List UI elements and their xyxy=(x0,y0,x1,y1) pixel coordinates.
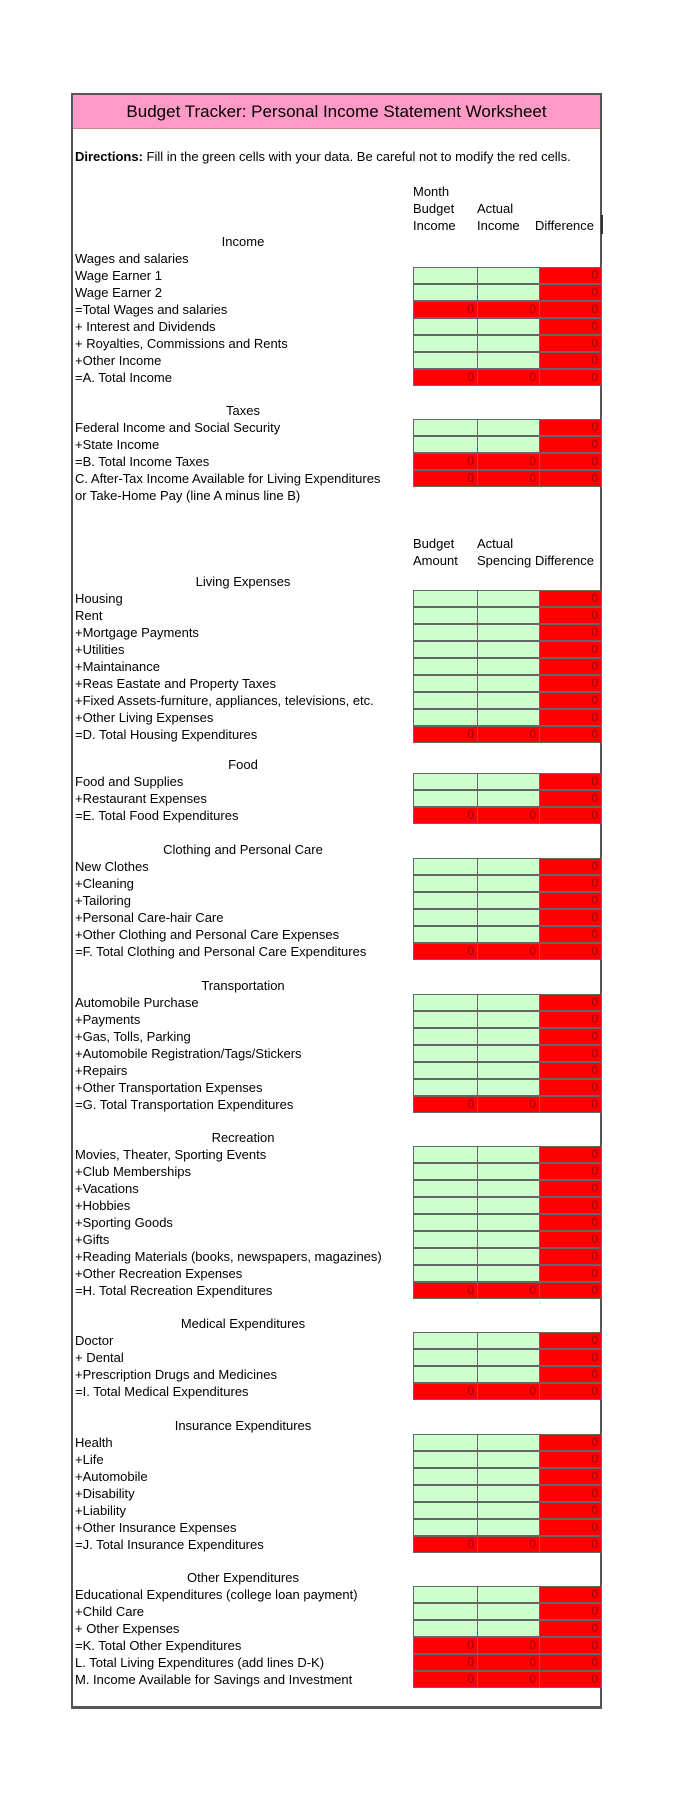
budget-input-cell[interactable] xyxy=(413,1180,478,1197)
total-cell: 0 xyxy=(477,1536,540,1553)
actual-input-cell[interactable] xyxy=(477,1214,540,1231)
actual-input-cell[interactable] xyxy=(477,1485,540,1502)
col-budget-header-line3: Income xyxy=(413,218,456,233)
actual-input-cell[interactable] xyxy=(477,284,540,301)
section-title: Food xyxy=(228,757,258,772)
difference-cell: 0 xyxy=(539,994,602,1011)
actual-input-cell[interactable] xyxy=(477,858,540,875)
row-label: =H. Total Recreation Expenditures xyxy=(75,1283,273,1298)
difference-cell: 0 xyxy=(539,1434,602,1451)
budget-input-cell[interactable] xyxy=(413,926,478,943)
budget-input-cell[interactable] xyxy=(413,1265,478,1282)
actual-input-cell[interactable] xyxy=(477,1062,540,1079)
actual-input-cell[interactable] xyxy=(477,267,540,284)
difference-cell: 0 xyxy=(539,1603,602,1620)
actual-input-cell[interactable] xyxy=(477,624,540,641)
row-label: + Interest and Dividends xyxy=(75,319,216,334)
difference-cell: 0 xyxy=(539,1214,602,1231)
row-label: +Sporting Goods xyxy=(75,1215,173,1230)
row-label: Automobile Purchase xyxy=(75,995,199,1010)
row-label: =J. Total Insurance Expenditures xyxy=(75,1537,264,1552)
actual-input-cell[interactable] xyxy=(477,1349,540,1366)
difference-cell: 0 xyxy=(539,1265,602,1282)
budget-input-cell[interactable] xyxy=(413,419,478,436)
total-cell: 0 xyxy=(413,301,478,318)
actual-input-cell[interactable] xyxy=(477,1332,540,1349)
header-divider xyxy=(601,215,603,234)
actual-input-cell[interactable] xyxy=(477,1248,540,1265)
budget-input-cell[interactable] xyxy=(413,1062,478,1079)
section-title: Medical Expenditures xyxy=(180,1316,306,1331)
budget-input-cell[interactable] xyxy=(413,624,478,641)
budget-input-cell[interactable] xyxy=(413,607,478,624)
actual-input-cell[interactable] xyxy=(477,1231,540,1248)
row-label: +Child Care xyxy=(75,1604,145,1619)
difference-cell: 0 xyxy=(539,335,602,352)
total-cell: 0 xyxy=(477,1654,540,1671)
section-title: Clothing and Personal Care xyxy=(163,842,323,857)
row-label: Housing xyxy=(75,591,123,606)
col-budget-header-line1: Month xyxy=(413,184,450,199)
budget-input-cell[interactable] xyxy=(413,1502,478,1519)
row-label: +Fixed Assets-furniture, appliances, televisions, etc. xyxy=(75,693,374,708)
total-cell: 0 xyxy=(413,1654,478,1671)
difference-cell: 0 xyxy=(539,1197,602,1214)
difference-cell: 0 xyxy=(539,675,602,692)
row-label: or Take-Home Pay (line A minus line B) xyxy=(75,488,301,503)
row-label: =K. Total Other Expenditures xyxy=(75,1638,242,1653)
difference-cell: 0 xyxy=(539,1282,602,1299)
worksheet xyxy=(71,93,602,1709)
row-label: + Other Expenses xyxy=(75,1621,180,1636)
row-label: Wage Earner 1 xyxy=(75,268,162,283)
row-label: +Vacations xyxy=(75,1181,139,1196)
actual-input-cell[interactable] xyxy=(477,1451,540,1468)
budget-input-cell[interactable] xyxy=(413,1079,478,1096)
row-label: +Other Recreation Expenses xyxy=(75,1266,243,1281)
section-title: Transportation xyxy=(201,978,285,993)
total-cell: 0 xyxy=(413,807,478,824)
actual-input-cell[interactable] xyxy=(477,1146,540,1163)
row-label: New Clothes xyxy=(75,859,149,874)
budget-input-cell[interactable] xyxy=(413,1011,478,1028)
row-label: +Personal Care-hair Care xyxy=(75,910,224,925)
budget-input-cell[interactable] xyxy=(413,641,478,658)
total-cell: 0 xyxy=(477,453,540,470)
budget-input-cell[interactable] xyxy=(413,709,478,726)
difference-cell: 0 xyxy=(539,658,602,675)
budget-input-cell[interactable] xyxy=(413,1603,478,1620)
actual-input-cell[interactable] xyxy=(477,419,540,436)
difference-cell: 0 xyxy=(539,369,602,386)
total-cell: 0 xyxy=(477,807,540,824)
budget-input-cell[interactable] xyxy=(413,1332,478,1349)
difference-cell: 0 xyxy=(539,1671,602,1688)
actual-input-cell[interactable] xyxy=(477,1620,540,1637)
row-label: +Automobile Registration/Tags/Stickers xyxy=(75,1046,302,1061)
actual-input-cell[interactable] xyxy=(477,1519,540,1536)
row-label: =Total Wages and salaries xyxy=(75,302,228,317)
difference-cell: 0 xyxy=(539,1146,602,1163)
difference-cell: 0 xyxy=(539,590,602,607)
actual-input-cell[interactable] xyxy=(477,1434,540,1451)
actual-input-cell[interactable] xyxy=(477,1366,540,1383)
budget-input-cell[interactable] xyxy=(413,1248,478,1265)
row-label: +Club Memberships xyxy=(75,1164,191,1179)
section-title: Insurance Expenditures xyxy=(174,1418,312,1433)
difference-cell: 0 xyxy=(539,790,602,807)
directions-label: Directions: xyxy=(75,149,143,164)
budget-input-cell[interactable] xyxy=(413,1028,478,1045)
budget-input-cell[interactable] xyxy=(413,267,478,284)
total-cell: 0 xyxy=(413,1671,478,1688)
difference-cell: 0 xyxy=(539,1519,602,1536)
difference-cell: 0 xyxy=(539,1248,602,1265)
row-label: Food and Supplies xyxy=(75,774,184,789)
total-cell: 0 xyxy=(477,1282,540,1299)
row-label: =A. Total Income xyxy=(75,370,172,385)
budget-input-cell[interactable] xyxy=(413,1586,478,1603)
difference-cell: 0 xyxy=(539,1620,602,1637)
row-label: L. Total Living Expenditures (add lines D-K) xyxy=(75,1655,325,1670)
row-label: =G. Total Transportation Expenditures xyxy=(75,1097,294,1112)
row-label: +Mortgage Payments xyxy=(75,625,199,640)
row-label: +Other Income xyxy=(75,353,162,368)
actual-input-cell[interactable] xyxy=(477,692,540,709)
row-label: Wage Earner 2 xyxy=(75,285,162,300)
row-label: +Other Insurance Expenses xyxy=(75,1520,237,1535)
difference-cell: 0 xyxy=(539,1451,602,1468)
budget-input-cell[interactable] xyxy=(413,875,478,892)
difference-cell: 0 xyxy=(539,892,602,909)
row-label: +Other Clothing and Personal Care Expenses xyxy=(75,927,340,942)
row-label: +Reading Materials (books, newspapers, magazines) xyxy=(75,1249,382,1264)
row-label: Movies, Theater, Sporting Events xyxy=(75,1147,267,1162)
total-cell: 0 xyxy=(477,1096,540,1113)
row-label: =F. Total Clothing and Personal Care Expenditures xyxy=(75,944,367,959)
difference-cell: 0 xyxy=(539,1654,602,1671)
total-cell: 0 xyxy=(477,369,540,386)
budget-input-cell[interactable] xyxy=(413,773,478,790)
row-label: +Restaurant Expenses xyxy=(75,791,207,806)
total-cell: 0 xyxy=(413,1096,478,1113)
row-label: +Hobbies xyxy=(75,1198,131,1213)
difference-cell: 0 xyxy=(539,773,602,790)
difference-cell: 0 xyxy=(539,1062,602,1079)
budget-input-cell[interactable] xyxy=(413,1045,478,1062)
actual-input-cell[interactable] xyxy=(477,909,540,926)
budget-input-cell[interactable] xyxy=(413,352,478,369)
actual-input-cell[interactable] xyxy=(477,1028,540,1045)
budget-input-cell[interactable] xyxy=(413,436,478,453)
budget-input-cell[interactable] xyxy=(413,1197,478,1214)
difference-cell: 0 xyxy=(539,1485,602,1502)
actual-input-cell[interactable] xyxy=(477,1011,540,1028)
row-label: +Tailoring xyxy=(75,893,132,908)
total-cell: 0 xyxy=(413,470,478,487)
budget-input-cell[interactable] xyxy=(413,284,478,301)
section-title: Recreation xyxy=(211,1130,275,1145)
actual-input-cell[interactable] xyxy=(477,926,540,943)
row-label: +Maintainance xyxy=(75,659,160,674)
row-label: +Automobile xyxy=(75,1469,148,1484)
difference-cell: 0 xyxy=(539,926,602,943)
total-cell: 0 xyxy=(477,1637,540,1654)
actual-input-cell[interactable] xyxy=(477,1265,540,1282)
total-cell: 0 xyxy=(413,726,478,743)
difference-cell: 0 xyxy=(539,1011,602,1028)
row-label: =B. Total Income Taxes xyxy=(75,454,210,469)
budget-input-cell[interactable] xyxy=(413,790,478,807)
actual-input-cell[interactable] xyxy=(477,1502,540,1519)
difference-cell: 0 xyxy=(539,1180,602,1197)
budget-input-cell[interactable] xyxy=(413,1620,478,1637)
total-cell: 0 xyxy=(413,1383,478,1400)
total-cell: 0 xyxy=(413,943,478,960)
page-title: Budget Tracker: Personal Income Statement Worksheet xyxy=(73,95,600,129)
difference-cell: 0 xyxy=(539,641,602,658)
section-title: Living Expenses xyxy=(195,574,291,589)
actual-input-cell[interactable] xyxy=(477,1197,540,1214)
actual-input-cell[interactable] xyxy=(477,1586,540,1603)
col-actual-spending-header-line1: Actual xyxy=(477,536,514,551)
difference-cell: 0 xyxy=(539,858,602,875)
row-label: +Reas Eastate and Property Taxes xyxy=(75,676,277,691)
row-label: Rent xyxy=(75,608,103,623)
budget-input-cell[interactable] xyxy=(413,658,478,675)
row-label: Educational Expenditures (college loan payment) xyxy=(75,1587,358,1602)
row-label: =E. Total Food Expenditures xyxy=(75,808,239,823)
total-cell: 0 xyxy=(413,369,478,386)
total-cell: 0 xyxy=(413,1536,478,1553)
section-title: Other Expenditures xyxy=(186,1570,299,1585)
actual-input-cell[interactable] xyxy=(477,875,540,892)
row-label: +Gas, Tolls, Parking xyxy=(75,1029,191,1044)
difference-cell: 0 xyxy=(539,1332,602,1349)
row-label: +Prescription Drugs and Medicines xyxy=(75,1367,277,1382)
row-label: + Dental xyxy=(75,1350,124,1365)
col-budget-amount-header-line2: Amount xyxy=(413,553,458,568)
row-label: C. After-Tax Income Available for Living Expenditures xyxy=(75,471,381,486)
actual-input-cell[interactable] xyxy=(477,335,540,352)
difference-cell: 0 xyxy=(539,453,602,470)
row-label: +Repairs xyxy=(75,1063,128,1078)
budget-input-cell[interactable] xyxy=(413,1468,478,1485)
budget-input-cell[interactable] xyxy=(413,335,478,352)
difference-cell: 0 xyxy=(539,318,602,335)
actual-input-cell[interactable] xyxy=(477,318,540,335)
col-budget-header-line2: Budget xyxy=(413,201,455,216)
budget-input-cell[interactable] xyxy=(413,1519,478,1536)
difference-cell: 0 xyxy=(539,1163,602,1180)
difference-cell: 0 xyxy=(539,1383,602,1400)
actual-input-cell[interactable] xyxy=(477,675,540,692)
difference-cell: 0 xyxy=(539,419,602,436)
row-label: =I. Total Medical Expenditures xyxy=(75,1384,249,1399)
actual-input-cell[interactable] xyxy=(477,773,540,790)
difference-cell: 0 xyxy=(539,624,602,641)
difference-cell: 0 xyxy=(539,1349,602,1366)
row-label: + Royalties, Commissions and Rents xyxy=(75,336,288,351)
actual-input-cell[interactable] xyxy=(477,1468,540,1485)
actual-input-cell[interactable] xyxy=(477,658,540,675)
actual-input-cell[interactable] xyxy=(477,709,540,726)
actual-input-cell[interactable] xyxy=(477,352,540,369)
budget-input-cell[interactable] xyxy=(413,692,478,709)
difference-cell: 0 xyxy=(539,1079,602,1096)
difference-cell: 0 xyxy=(539,1231,602,1248)
directions xyxy=(75,148,571,165)
difference-cell: 0 xyxy=(539,726,602,743)
difference-cell: 0 xyxy=(539,1096,602,1113)
col-budget-amount-header-line1: Budget xyxy=(413,536,455,551)
actual-input-cell[interactable] xyxy=(477,1603,540,1620)
row-label: +Payments xyxy=(75,1012,141,1027)
col-actual-header-line2: Income xyxy=(477,218,520,233)
actual-input-cell[interactable] xyxy=(477,1163,540,1180)
row-label: +State Income xyxy=(75,437,160,452)
total-cell: 0 xyxy=(413,1282,478,1299)
actual-input-cell[interactable] xyxy=(477,1045,540,1062)
difference-cell: 0 xyxy=(539,267,602,284)
budget-input-cell[interactable] xyxy=(413,318,478,335)
actual-input-cell[interactable] xyxy=(477,607,540,624)
row-label: +Other Living Expenses xyxy=(75,710,214,725)
budget-input-cell[interactable] xyxy=(413,909,478,926)
difference-cell: 0 xyxy=(539,1468,602,1485)
budget-input-cell[interactable] xyxy=(413,1231,478,1248)
budget-input-cell[interactable] xyxy=(413,994,478,1011)
difference-cell: 0 xyxy=(539,352,602,369)
difference-cell: 0 xyxy=(539,436,602,453)
col-actual-spending-header-line2: Spencing xyxy=(477,553,532,568)
difference-cell: 0 xyxy=(539,1586,602,1603)
total-cell: 0 xyxy=(477,301,540,318)
row-label: =D. Total Housing Expenditures xyxy=(75,727,258,742)
budget-input-cell[interactable] xyxy=(413,1163,478,1180)
difference-cell: 0 xyxy=(539,1536,602,1553)
difference-cell: 0 xyxy=(539,1637,602,1654)
row-label: +Cleaning xyxy=(75,876,134,891)
difference-cell: 0 xyxy=(539,709,602,726)
row-label: +Life xyxy=(75,1452,104,1467)
row-label: Federal Income and Social Security xyxy=(75,420,281,435)
difference-cell: 0 xyxy=(539,807,602,824)
total-cell: 0 xyxy=(477,1671,540,1688)
actual-input-cell[interactable] xyxy=(477,436,540,453)
row-label: +Other Transportation Expenses xyxy=(75,1080,263,1095)
budget-input-cell[interactable] xyxy=(413,675,478,692)
budget-input-cell[interactable] xyxy=(413,1146,478,1163)
budget-input-cell[interactable] xyxy=(413,1366,478,1383)
difference-cell: 0 xyxy=(539,909,602,926)
difference-cell: 0 xyxy=(539,943,602,960)
budget-input-cell[interactable] xyxy=(413,1434,478,1451)
difference-cell: 0 xyxy=(539,607,602,624)
actual-input-cell[interactable] xyxy=(477,641,540,658)
difference-cell: 0 xyxy=(539,1366,602,1383)
total-cell: 0 xyxy=(413,453,478,470)
row-label: +Liability xyxy=(75,1503,126,1518)
budget-input-cell[interactable] xyxy=(413,1349,478,1366)
section-title: Taxes xyxy=(226,403,260,418)
total-cell: 0 xyxy=(477,1383,540,1400)
directions-text: Fill in the green cells with your data. Be careful not to modify the red cells. xyxy=(146,149,571,164)
row-label: M. Income Available for Savings and Investment xyxy=(75,1672,353,1687)
difference-cell: 0 xyxy=(539,1028,602,1045)
row-label: +Gifts xyxy=(75,1232,110,1247)
budget-input-cell[interactable] xyxy=(413,1214,478,1231)
total-cell: 0 xyxy=(477,470,540,487)
col-actual-header-line1: Actual xyxy=(477,201,514,216)
difference-cell: 0 xyxy=(539,1502,602,1519)
budget-input-cell[interactable] xyxy=(413,1485,478,1502)
actual-input-cell[interactable] xyxy=(477,892,540,909)
row-label: Doctor xyxy=(75,1333,114,1348)
budget-input-cell[interactable] xyxy=(413,1451,478,1468)
total-cell: 0 xyxy=(477,943,540,960)
difference-cell: 0 xyxy=(539,692,602,709)
budget-input-cell[interactable] xyxy=(413,858,478,875)
actual-input-cell[interactable] xyxy=(477,1180,540,1197)
row-label: +Utilities xyxy=(75,642,125,657)
budget-input-cell[interactable] xyxy=(413,590,478,607)
actual-input-cell[interactable] xyxy=(477,790,540,807)
row-label: Wages and salaries xyxy=(75,251,189,266)
actual-input-cell[interactable] xyxy=(477,590,540,607)
difference-cell: 0 xyxy=(539,1045,602,1062)
col-difference-header-2: Difference xyxy=(535,553,595,568)
section-title: Income xyxy=(221,234,265,249)
row-label: Health xyxy=(75,1435,113,1450)
difference-cell: 0 xyxy=(539,875,602,892)
total-cell: 0 xyxy=(413,1637,478,1654)
total-cell: 0 xyxy=(477,726,540,743)
difference-cell: 0 xyxy=(539,470,602,487)
actual-input-cell[interactable] xyxy=(477,994,540,1011)
difference-cell: 0 xyxy=(539,301,602,318)
difference-cell: 0 xyxy=(539,284,602,301)
budget-input-cell[interactable] xyxy=(413,892,478,909)
col-difference-header: Difference xyxy=(535,218,595,233)
actual-input-cell[interactable] xyxy=(477,1079,540,1096)
row-label: +Disability xyxy=(75,1486,135,1501)
